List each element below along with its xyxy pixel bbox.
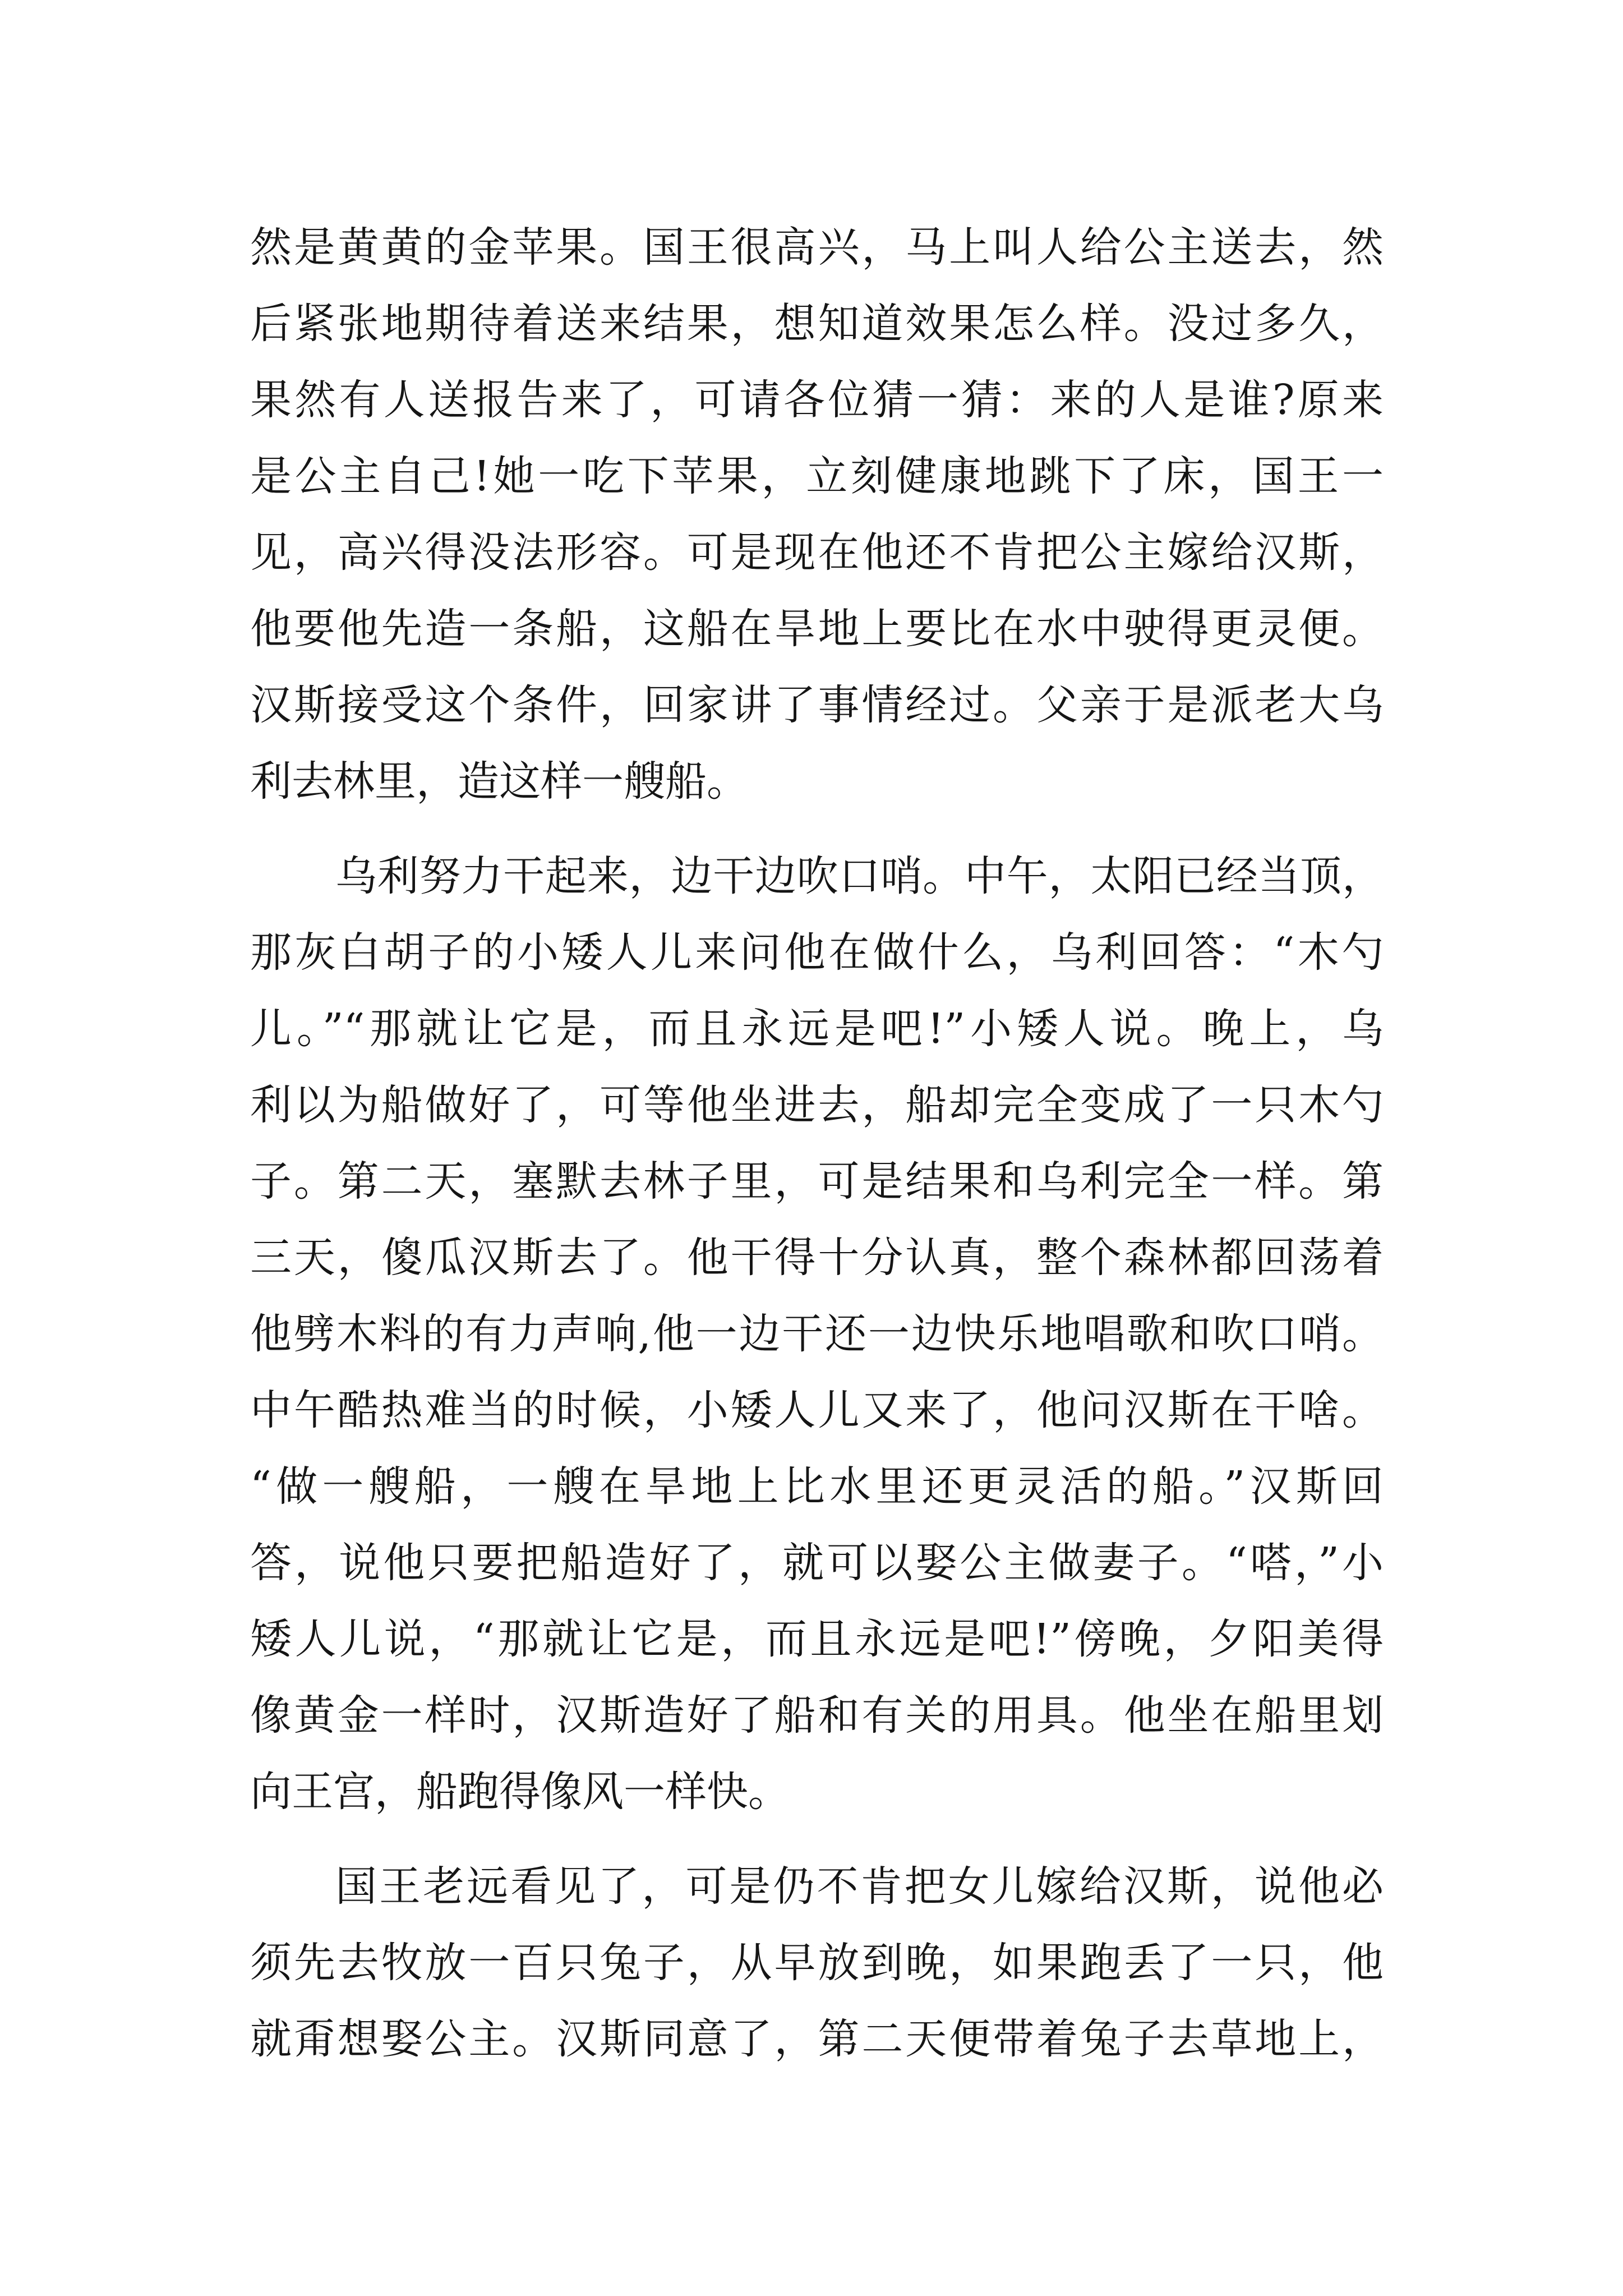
- text-line: 见，高兴得没法形容。可是现在他还不肯把公主嫁给汉斯，: [250, 528, 1384, 577]
- text-line: 然是黄黄的金苹果。国王很高兴，马上叫人给公主送去，然: [250, 223, 1384, 272]
- text-line: 三天，傻瓜汉斯去了。他干得十分认真，整个森林都回荡着: [250, 1234, 1384, 1282]
- text-line: 他要他先造一条船，这船在旱地上要比在水中驶得更灵便。: [250, 605, 1384, 653]
- text-line: 利以为船做好了，可等他坐进去，船却完全变成了一只木勺: [250, 1081, 1384, 1129]
- text-line: 国王老远看见了，可是仍不肯把女儿嫁给汉斯，说他必: [335, 1862, 1384, 1911]
- text-line: 子。第二天，塞默去林子里，可是结果和乌利完全一样。第: [250, 1157, 1384, 1205]
- paragraph: [250, 209, 1384, 820]
- text-line: 后紧张地期待着送来结果，想知道效果怎么样。没过多久，: [250, 300, 1384, 348]
- paragraph: [250, 1848, 1384, 2077]
- text-line: 中午酷热难当的时候，小矮人儿又来了，他问汉斯在干啥。: [250, 1386, 1384, 1434]
- text-line: 就甭想娶公主。汉斯同意了，第二天便带着兔子去草地上，: [250, 2015, 1384, 2063]
- text-line: 乌利努力干起来，边干边吹口哨。中午，太阳已经当顶，: [335, 852, 1384, 900]
- text-line: 果然有人送报告来了，可请各位猜一猜：来的人是谁?原来: [250, 376, 1384, 424]
- text-line: 是公主自己!她一吃下苹果，立刻健康地跳下了床，国王一: [250, 452, 1384, 500]
- text-line: 汉斯接受这个条件，回家讲了事情经过。父亲于是派老大乌: [250, 681, 1384, 729]
- body-text: [250, 209, 1384, 2096]
- text-line: “做一艘船，一艘在旱地上比水里还更灵活的船。”汉斯回: [250, 1462, 1384, 1511]
- text-line: 那灰白胡子的小矮人儿来问他在做什么，乌利回答：“木勺: [250, 928, 1384, 977]
- paragraph: [250, 838, 1384, 1830]
- text-line: 像黄金一样时，汉斯造好了船和有关的用具。他坐在船里划: [250, 1691, 1384, 1740]
- text-line: 须先去牧放一百只兔子，从早放到晚，如果跑丢了一只，他: [250, 1939, 1384, 1987]
- text-line: 答，说他只要把船造好了，就可以娶公主做妻子。“嗒，”小: [250, 1539, 1384, 1587]
- text-line: 儿。”“那就让它是，而且永远是吧!”小矮人说。晚上，乌: [250, 1005, 1384, 1053]
- text-line: 向王宫，船跑得像风一样快。: [250, 1768, 790, 1816]
- text-line: 利去林里，造这样一艘船。: [250, 757, 748, 806]
- text-line: 他劈木料的有力声响,他一边干还一边快乐地唱歌和吹口哨。: [250, 1310, 1384, 1358]
- text-line: 矮人儿说，“那就让它是，而且永远是吧!”傍晚，夕阳美得: [250, 1615, 1384, 1663]
